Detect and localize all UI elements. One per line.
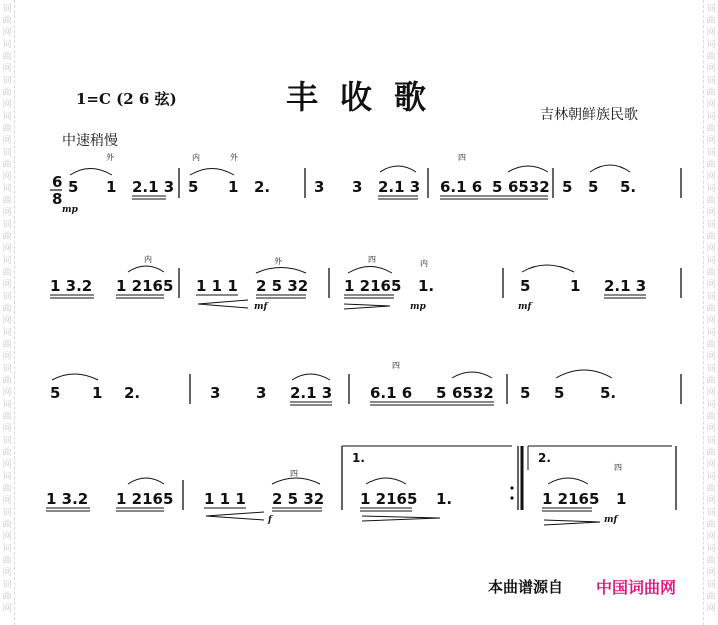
watermark-glyph: 词 — [706, 544, 716, 554]
note: 1 — [228, 178, 239, 196]
slur — [556, 370, 612, 378]
watermark-glyph: 网 — [706, 172, 716, 182]
note: 2.1 3 — [132, 178, 175, 196]
note: 5 — [520, 277, 531, 295]
watermark-glyph: 曲 — [2, 52, 12, 62]
note: 2.1 3 — [290, 384, 333, 402]
watermark-glyph: 网 — [2, 136, 12, 146]
note: 5 — [588, 178, 599, 196]
watermark-glyph: 词 — [2, 148, 12, 158]
watermark-glyph: 词 — [2, 76, 12, 86]
watermark-glyph: 曲 — [2, 232, 12, 242]
note: 5 — [562, 178, 573, 196]
watermark-glyph: 曲 — [2, 520, 12, 530]
watermark-glyph: 网 — [2, 388, 12, 398]
watermark-glyph: 词 — [2, 40, 12, 50]
note: 1 1 1 — [196, 277, 238, 295]
watermark-glyph: 词 — [2, 544, 12, 554]
watermark-glyph: 网 — [706, 496, 716, 506]
note: 3 — [314, 178, 325, 196]
watermark-glyph: 网 — [706, 460, 716, 470]
slur — [272, 478, 320, 484]
watermark-glyph: 曲 — [2, 376, 12, 386]
watermark-glyph: 曲 — [2, 412, 12, 422]
watermark-glyph: 曲 — [706, 196, 716, 206]
slur — [590, 165, 630, 172]
fingering-mark: 外 — [274, 257, 282, 266]
slur — [348, 267, 392, 274]
watermark-glyph: 词 — [706, 580, 716, 590]
decrescendo — [362, 516, 440, 521]
volta-label: 2. — [538, 451, 551, 465]
watermark-glyph: 词 — [2, 112, 12, 122]
note: 1. — [436, 490, 453, 508]
score-line-1 — [62, 152, 681, 215]
watermark-glyph: 网 — [706, 280, 716, 290]
watermark-glyph: 网 — [706, 244, 716, 254]
watermark-glyph: 曲 — [706, 268, 716, 278]
watermark-glyph: 词 — [2, 508, 12, 518]
watermark-glyph: 曲 — [706, 88, 716, 98]
note: 3 — [210, 384, 221, 402]
dynamic-mark: mf — [254, 302, 268, 312]
watermark-glyph: 网 — [706, 316, 716, 326]
watermark-glyph: 词 — [706, 328, 716, 338]
watermark-glyph: 曲 — [706, 412, 716, 422]
watermark-glyph: 词 — [2, 580, 12, 590]
watermark-glyph: 曲 — [2, 16, 12, 26]
slur — [190, 169, 234, 176]
watermark-glyph: 曲 — [706, 592, 716, 602]
watermark-glyph: 曲 — [706, 124, 716, 134]
watermark-glyph: 词 — [706, 40, 716, 50]
watermark-glyph: 网 — [706, 604, 716, 614]
fingering-mark: 外 — [230, 153, 238, 162]
note: 2.1 3 — [604, 277, 647, 295]
note: 2 5 32 — [256, 277, 309, 295]
watermark-glyph: 曲 — [2, 196, 12, 206]
slur — [508, 166, 548, 172]
watermark-glyph: 曲 — [2, 484, 12, 494]
dynamic-mark: mf — [518, 302, 532, 312]
watermark-glyph: 词 — [2, 292, 12, 302]
watermark-glyph: 曲 — [706, 52, 716, 62]
note: 1 2165 — [542, 490, 600, 508]
watermark-glyph: 词 — [706, 400, 716, 410]
note: 1 — [616, 490, 627, 508]
watermark-glyph: 网 — [2, 352, 12, 362]
watermark-glyph: 曲 — [706, 340, 716, 350]
slur — [128, 266, 164, 272]
note: 1 2165 — [116, 277, 174, 295]
watermark-glyph: 词 — [706, 472, 716, 482]
watermark-glyph: 词 — [706, 112, 716, 122]
dynamic-mark: mf — [604, 515, 618, 525]
watermark-glyph: 网 — [706, 532, 716, 542]
watermark-glyph: 曲 — [706, 304, 716, 314]
watermark-glyph: 网 — [706, 64, 716, 74]
score-line-4 — [46, 446, 676, 525]
repeat-dot — [510, 486, 513, 489]
note: 5. — [620, 178, 637, 196]
watermark-glyph: 曲 — [2, 592, 12, 602]
crescendo — [198, 300, 248, 308]
slur — [548, 478, 588, 484]
brand-link[interactable]: 中国词曲网 — [596, 578, 677, 597]
note: 5 — [520, 384, 531, 402]
watermark-glyph: 曲 — [2, 160, 12, 170]
watermark-glyph: 网 — [2, 496, 12, 506]
watermark-glyph: 网 — [2, 568, 12, 578]
note: 6.1 6 — [370, 384, 413, 402]
score-line-2 — [50, 254, 681, 312]
dynamic-mark: f — [268, 515, 272, 525]
dynamic-mark: mp — [410, 302, 426, 312]
watermark-glyph: 词 — [706, 364, 716, 374]
watermark-glyph: 词 — [2, 472, 12, 482]
watermark-glyph: 词 — [2, 364, 12, 374]
watermark-glyph: 曲 — [2, 556, 12, 566]
slur — [70, 169, 112, 176]
note: 1 1 1 — [204, 490, 246, 508]
watermark-glyph: 网 — [706, 424, 716, 434]
watermark-glyph: 曲 — [2, 88, 12, 98]
note: 6532 — [508, 178, 550, 196]
watermark-glyph: 词 — [706, 256, 716, 266]
time-signature-bottom: 8 — [52, 190, 63, 208]
watermark-glyph: 网 — [706, 388, 716, 398]
note: 5 — [188, 178, 199, 196]
watermark-glyph: 曲 — [706, 16, 716, 26]
note: 5 — [436, 384, 447, 402]
slur — [366, 478, 406, 484]
watermark-glyph: 词 — [2, 220, 12, 230]
note: 1 — [570, 277, 581, 295]
source-label: 本曲谱源自 — [488, 578, 564, 596]
note: 5 — [554, 384, 565, 402]
note: 1 3.2 — [46, 490, 89, 508]
slur — [380, 166, 416, 172]
note: 5 — [50, 384, 61, 402]
watermark-glyph: 网 — [2, 172, 12, 182]
watermark-glyph: 词 — [2, 400, 12, 410]
fingering-mark: 四 — [392, 361, 400, 370]
fingering-mark: 四 — [614, 463, 622, 472]
watermark-glyph: 网 — [2, 604, 12, 614]
note: 6.1 6 — [440, 178, 483, 196]
slur — [452, 372, 492, 378]
note: 2.1 3 — [378, 178, 421, 196]
slur — [256, 268, 306, 274]
fingering-mark: 外 — [106, 153, 114, 162]
watermark-glyph: 词 — [2, 328, 12, 338]
watermark-glyph: 网 — [2, 424, 12, 434]
watermark-glyph: 词 — [2, 4, 12, 14]
key-signature: 1=C (2 6 弦) — [76, 90, 177, 108]
note: 5. — [600, 384, 617, 402]
watermark-glyph: 曲 — [706, 160, 716, 170]
decrescendo — [344, 304, 390, 309]
note: 1 2165 — [116, 490, 174, 508]
watermark-glyph: 网 — [2, 280, 12, 290]
watermark-glyph: 曲 — [2, 304, 12, 314]
fingering-mark: 内 — [420, 259, 428, 268]
note: 6532 — [452, 384, 494, 402]
watermark-glyph: 网 — [706, 208, 716, 218]
watermark-glyph: 曲 — [2, 268, 12, 278]
note: 2 5 32 — [272, 490, 325, 508]
tempo-marking: 中速稍慢 — [62, 133, 118, 149]
note: 2. — [124, 384, 141, 402]
watermark-glyph: 网 — [2, 460, 12, 470]
watermark-glyph: 网 — [2, 316, 12, 326]
note: 3 — [256, 384, 267, 402]
watermark-glyph: 词 — [706, 184, 716, 194]
watermark-glyph: 网 — [2, 100, 12, 110]
dynamic-mark: mp — [62, 205, 78, 215]
slur — [292, 374, 330, 380]
watermark-glyph: 网 — [706, 100, 716, 110]
watermark-glyph: 词 — [2, 436, 12, 446]
repeat-dot — [510, 496, 513, 499]
slur — [52, 374, 98, 380]
fingering-mark: 内 — [144, 255, 152, 264]
note: 1 2165 — [360, 490, 418, 508]
watermark-glyph: 曲 — [706, 232, 716, 242]
note: 1 — [92, 384, 103, 402]
watermark-glyph: 曲 — [2, 340, 12, 350]
time-signature-top: 6 — [52, 173, 63, 191]
volta-label: 1. — [352, 451, 365, 465]
fingering-mark: 四 — [290, 469, 298, 478]
watermark-glyph: 网 — [706, 28, 716, 38]
watermark-glyph: 网 — [2, 64, 12, 74]
watermark-glyph: 曲 — [706, 556, 716, 566]
watermark-glyph: 曲 — [706, 520, 716, 530]
watermark-glyph: 网 — [2, 208, 12, 218]
watermark-glyph: 网 — [706, 136, 716, 146]
note: 5 — [492, 178, 503, 196]
watermark-glyph: 网 — [2, 28, 12, 38]
note: 2. — [254, 178, 271, 196]
watermark-glyph: 词 — [2, 256, 12, 266]
crescendo — [206, 512, 264, 520]
note: 1. — [418, 277, 435, 295]
watermark-glyph: 词 — [706, 76, 716, 86]
watermark-glyph: 网 — [706, 568, 716, 578]
note: 1 3.2 — [50, 277, 93, 295]
note: 1 — [106, 178, 117, 196]
slur — [128, 478, 164, 484]
fingering-mark: 四 — [458, 153, 466, 162]
watermark-glyph: 词 — [706, 508, 716, 518]
watermark-glyph: 词 — [706, 436, 716, 446]
note: 5 — [68, 178, 79, 196]
watermark-glyph: 曲 — [2, 124, 12, 134]
song-origin: 吉林朝鲜族民歌 — [540, 107, 638, 123]
watermark-glyph: 词 — [706, 292, 716, 302]
watermark-glyph: 曲 — [2, 448, 12, 458]
watermark-glyph: 词 — [706, 148, 716, 158]
watermark-glyph: 曲 — [706, 376, 716, 386]
watermark-glyph: 网 — [2, 532, 12, 542]
watermark-glyph: 网 — [706, 352, 716, 362]
score-line-3 — [50, 361, 681, 405]
fingering-mark: 内 — [192, 153, 200, 162]
watermark-glyph: 词 — [706, 220, 716, 230]
slur — [522, 265, 574, 272]
song-title: 丰收歌 — [286, 78, 449, 116]
note: 1 2165 — [344, 277, 402, 295]
watermark-glyph: 词 — [2, 184, 12, 194]
watermark-glyph: 词 — [706, 4, 716, 14]
watermark-glyph: 曲 — [706, 448, 716, 458]
watermark-glyph: 网 — [2, 244, 12, 254]
watermark-glyph: 曲 — [706, 484, 716, 494]
note: 3 — [352, 178, 363, 196]
decrescendo — [544, 520, 600, 525]
fingering-mark: 四 — [368, 255, 376, 264]
